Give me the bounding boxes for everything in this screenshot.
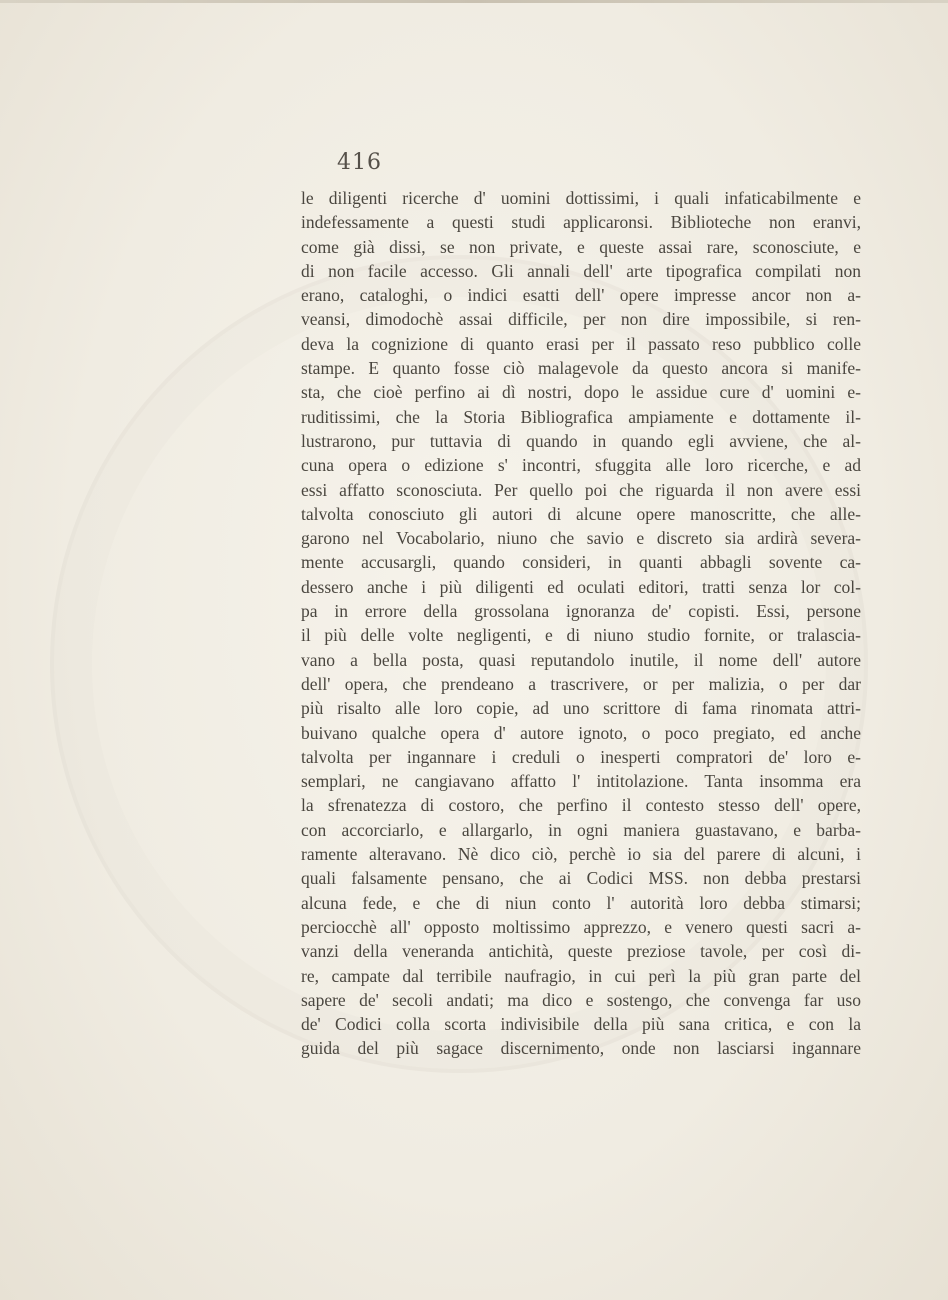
- text-line: le diligenti ricerche d' uomini dottissimi, i quali infaticabilmente e: [301, 188, 861, 208]
- text-line: il più delle volte negligenti, e di niuno studio fornite, or tralascia-: [301, 625, 861, 646]
- text-line: ramente alteravano. Nè dico ciò, perchè io sia del parere di alcuni, i: [301, 844, 861, 865]
- page-top-edge: [0, 0, 948, 3]
- text-line: garono nel Vocabolario, niuno che savio e discreto sia ardirà severa-: [301, 528, 861, 549]
- text-line: sta, che cioè perfino ai dì nostri, dopo le assidue cure d' uomini e-: [301, 382, 861, 403]
- text-line: stampe. E quanto fosse ciò malagevole da questo ancora si manife-: [301, 358, 861, 379]
- text-line: essi affatto sconosciuta. Per quello poi che riguarda il non avere essi: [301, 479, 861, 500]
- text-line: buivano qualche opera d' autore ignoto, o poco pregiato, ed anche: [301, 722, 861, 743]
- text-line: vano a bella posta, quasi reputandolo inutile, il nome dell' autore: [301, 649, 861, 670]
- text-line: perciocchè all' opposto moltissimo apprezzo, e venero questi sacri a-: [301, 916, 861, 937]
- text-line: talvolta conosciuto gli autori di alcune opere manoscritte, che alle-: [301, 503, 861, 524]
- text-line: veansi, dimodochè assai difficile, per non dire impossibile, si ren-: [301, 309, 861, 330]
- text-line: con accorciarlo, e allargarlo, in ogni maniera guastavano, e barba-: [301, 819, 861, 840]
- text-line: de' Codici colla scorta indivisibile della più sana critica, e con la: [301, 1014, 861, 1035]
- text-line: dell' opera, che prendeano a trascrivere, or per malizia, o per dar: [301, 673, 861, 694]
- text-line: di non facile accesso. Gli annali dell' arte tipografica compilati non: [301, 260, 861, 281]
- text-line: quali falsamente pensano, che ai Codici MSS. non debba prestarsi: [301, 868, 861, 889]
- text-line: deva la cognizione di quanto erasi per il passato reso pubblico colle: [301, 333, 861, 354]
- text-line: pa in errore della grossolana ignoranza de' copisti. Essi, persone: [301, 601, 861, 622]
- text-line: erano, cataloghi, o indici esatti dell' opere impresse ancor non a-: [301, 285, 861, 306]
- text-line: cuna opera o edizione s' incontri, sfuggita alle loro ricerche, e ad: [301, 455, 861, 476]
- text-line: mente accusargli, quando consideri, in quanti abbagli sovente ca-: [301, 552, 861, 573]
- text-line: la sfrenatezza di costoro, che perfino il contesto stesso dell' opere,: [301, 795, 861, 816]
- body-text: [301, 186, 861, 1061]
- text-line: lustrarono, pur tuttavia di quando in quando egli avviene, che al-: [301, 430, 861, 451]
- text-line: semplari, ne cangiavano affatto l' intitolazione. Tanta insomma era: [301, 771, 861, 792]
- text-line: guida del più sagace discernimento, onde non lasciarsi ingannare: [301, 1038, 861, 1059]
- page-number: 416: [337, 150, 382, 175]
- text-line: talvolta per ingannare i creduli o inesperti compratori de' loro e-: [301, 746, 861, 767]
- text-line: più risalto alle loro copie, ad uno scrittore di fama rinomata attri-: [301, 698, 861, 719]
- text-line: sapere de' secoli andati; ma dico e sostengo, che convenga far uso: [301, 989, 861, 1010]
- text-line: indefessamente a questi studi applicaronsi. Biblioteche non eranvi,: [301, 212, 861, 233]
- text-line: re, campate dal terribile naufragio, in cui perì la più gran parte del: [301, 965, 861, 986]
- text-line: dessero anche i più diligenti ed oculati editori, tratti senza lor col-: [301, 576, 861, 597]
- text-line: ruditissimi, che la Storia Bibliografica ampiamente e dottamente il-: [301, 406, 861, 427]
- text-line: alcuna fede, e che di niun conto l' autorità loro debba stimarsi;: [301, 892, 861, 913]
- text-line: vanzi della veneranda antichità, queste preziose tavole, per così di-: [301, 941, 861, 962]
- text-line: come già dissi, se non private, e queste assai rare, sconosciute, e: [301, 236, 861, 257]
